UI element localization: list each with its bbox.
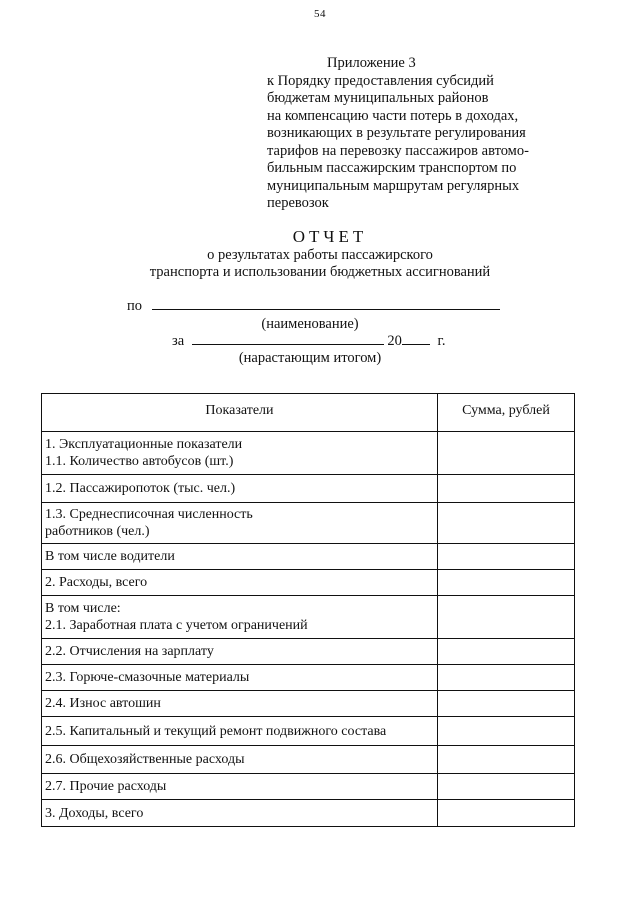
year-prefix: 20 bbox=[387, 333, 402, 349]
period-blank[interactable] bbox=[192, 344, 384, 345]
table-row bbox=[42, 639, 575, 665]
amount-cell[interactable] bbox=[437, 717, 574, 746]
row-label: 2.7. Прочие расходы bbox=[42, 774, 438, 800]
year-blank[interactable] bbox=[402, 344, 430, 345]
po-label: по bbox=[127, 298, 143, 314]
amount-cell[interactable] bbox=[437, 503, 574, 544]
row-label bbox=[42, 432, 438, 475]
year-suffix: г. bbox=[437, 333, 446, 349]
row-label-line: работников (чел.) bbox=[45, 524, 150, 539]
table-row bbox=[42, 691, 575, 717]
row-label: 3. Доходы, всего bbox=[42, 800, 438, 827]
report-subtitle-line: о результатах работы пассажирского bbox=[207, 247, 433, 263]
report-table bbox=[41, 393, 575, 827]
appendix-title: Приложение 3 bbox=[327, 55, 416, 71]
appendix-line: перевозок bbox=[267, 195, 329, 211]
row-label: 2.5. Капитальный и текущий ремонт подвижного состава bbox=[42, 717, 438, 746]
row-label-line: 1.3. Среднесписочная численность bbox=[45, 507, 253, 522]
appendix-header bbox=[267, 55, 567, 213]
table-row bbox=[42, 800, 575, 827]
amount-cell[interactable] bbox=[437, 570, 574, 596]
amount-cell[interactable] bbox=[437, 544, 574, 570]
amount-cell[interactable] bbox=[437, 475, 574, 503]
page-number: 54 bbox=[314, 8, 326, 20]
table-row bbox=[42, 544, 575, 570]
report-subtitle bbox=[0, 247, 640, 281]
table-row bbox=[42, 503, 575, 544]
row-label: В том числе водители bbox=[42, 544, 438, 570]
row-label-line: 1. Эксплуатационные показатели bbox=[45, 437, 243, 452]
row-label bbox=[42, 596, 438, 639]
row-label: 2.4. Износ автошин bbox=[42, 691, 438, 717]
za-label: за bbox=[172, 333, 185, 349]
table-row bbox=[42, 432, 575, 475]
table-row bbox=[42, 746, 575, 774]
organization-blank[interactable] bbox=[152, 309, 500, 310]
table-row bbox=[42, 596, 575, 639]
row-label-line: 1.1. Количество автобусов (шт.) bbox=[45, 454, 234, 469]
amount-cell[interactable] bbox=[437, 596, 574, 639]
amount-cell[interactable] bbox=[437, 691, 574, 717]
row-label: 2.2. Отчисления на зарплату bbox=[42, 639, 438, 665]
appendix-line: бильным пассажирским транспортом по bbox=[267, 160, 517, 176]
report-subtitle-line: транспорта и использовании бюджетных ассигнований bbox=[149, 264, 491, 280]
appendix-line: на компенсацию части потерь в доходах, bbox=[267, 107, 519, 124]
row-label-line: 2.1. Заработная плата с учетом ограничений bbox=[45, 618, 308, 633]
row-label: 2.3. Горюче-смазочные материалы bbox=[42, 665, 438, 691]
amount-cell[interactable] bbox=[437, 746, 574, 774]
amount-cell[interactable] bbox=[437, 774, 574, 800]
period-line bbox=[172, 333, 445, 350]
appendix-line: тарифов на перевозку пассажиров автомо- bbox=[267, 142, 529, 159]
amount-cell[interactable] bbox=[437, 639, 574, 665]
amount-cell[interactable] bbox=[437, 665, 574, 691]
table-row bbox=[42, 774, 575, 800]
table-row bbox=[42, 665, 575, 691]
amount-cell[interactable] bbox=[437, 432, 574, 475]
name-caption: (наименование) bbox=[261, 316, 359, 332]
appendix-line: муниципальным маршрутам регулярных bbox=[267, 177, 520, 194]
organization-line bbox=[127, 298, 500, 315]
report-title: ОТЧЕТ bbox=[292, 227, 368, 246]
appendix-line: бюджетам муниципальных районов bbox=[267, 90, 489, 106]
row-label-line: В том числе: bbox=[45, 601, 121, 616]
period-caption: (нарастающим итогом) bbox=[238, 350, 382, 366]
table-row bbox=[42, 717, 575, 746]
table-header-row bbox=[42, 394, 575, 432]
appendix-line: к Порядку предоставления субсидий bbox=[267, 72, 494, 89]
appendix-line: возникающих в результате регулирования bbox=[267, 125, 526, 141]
header-indicators: Показатели bbox=[42, 394, 438, 432]
table-row bbox=[42, 475, 575, 503]
header-amount: Сумма, рублей bbox=[437, 394, 574, 432]
row-label bbox=[42, 503, 438, 544]
row-label: 1.2. Пассажиропоток (тыс. чел.) bbox=[42, 475, 438, 503]
row-label: 2. Расходы, всего bbox=[42, 570, 438, 596]
row-label: 2.6. Общехозяйственные расходы bbox=[42, 746, 438, 774]
table-row bbox=[42, 570, 575, 596]
amount-cell[interactable] bbox=[437, 800, 574, 827]
